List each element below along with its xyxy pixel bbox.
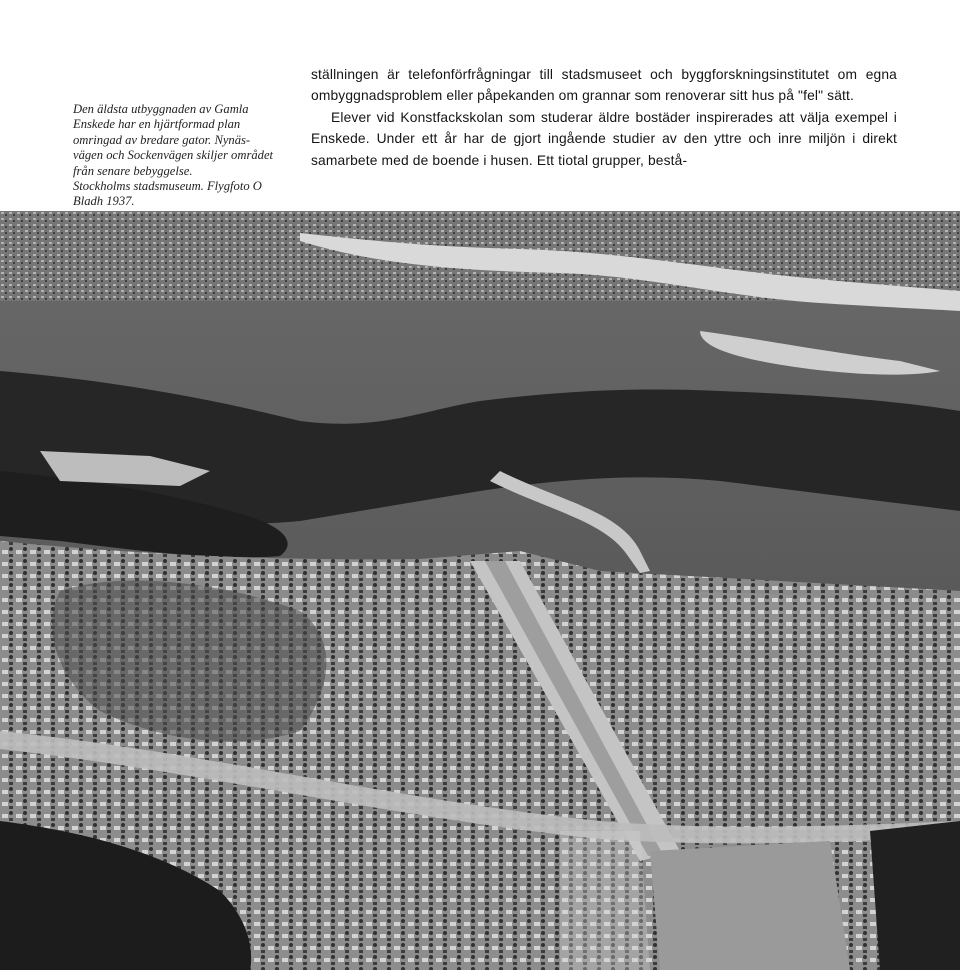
aerial-photo: [0, 211, 960, 970]
caption-line: omringad av bredare gator. Nynäs-: [73, 132, 251, 147]
caption-line: Bladh 1937.: [73, 194, 135, 209]
body-paragraph-1: ställningen är telefonförfrågningar till stadsmuseet och byggforskningsinstitutet om egna ombyggnadsproblem eller påpekanden om grannar som renoverar sitt hus på "fel" sätt.: [311, 67, 897, 104]
body-text: [311, 64, 897, 171]
aerial-photo-illustration: [0, 211, 960, 970]
caption-line: Stockholms stadsmuseum. Flygfoto O: [73, 179, 262, 194]
caption-line: från senare bebyggelse.: [73, 163, 193, 178]
caption-line: Enskede har en hjärtformad plan: [73, 117, 241, 132]
caption-line: Den äldsta utbyggnaden av Gamla: [73, 102, 249, 116]
body-paragraph-2: Elever vid Konstfackskolan som studerar äldre bostäder inspirerades att välja exempel i Enskede. Under ett år har de gjort ingående studier av den yttre och inre miljön i direkt samarbete med de boende i husen. Ett tiotal grupper, bestå-: [311, 109, 897, 168]
photo-caption: [73, 102, 295, 210]
caption-line: vägen och Sockenvägen skiljer området: [73, 148, 274, 163]
